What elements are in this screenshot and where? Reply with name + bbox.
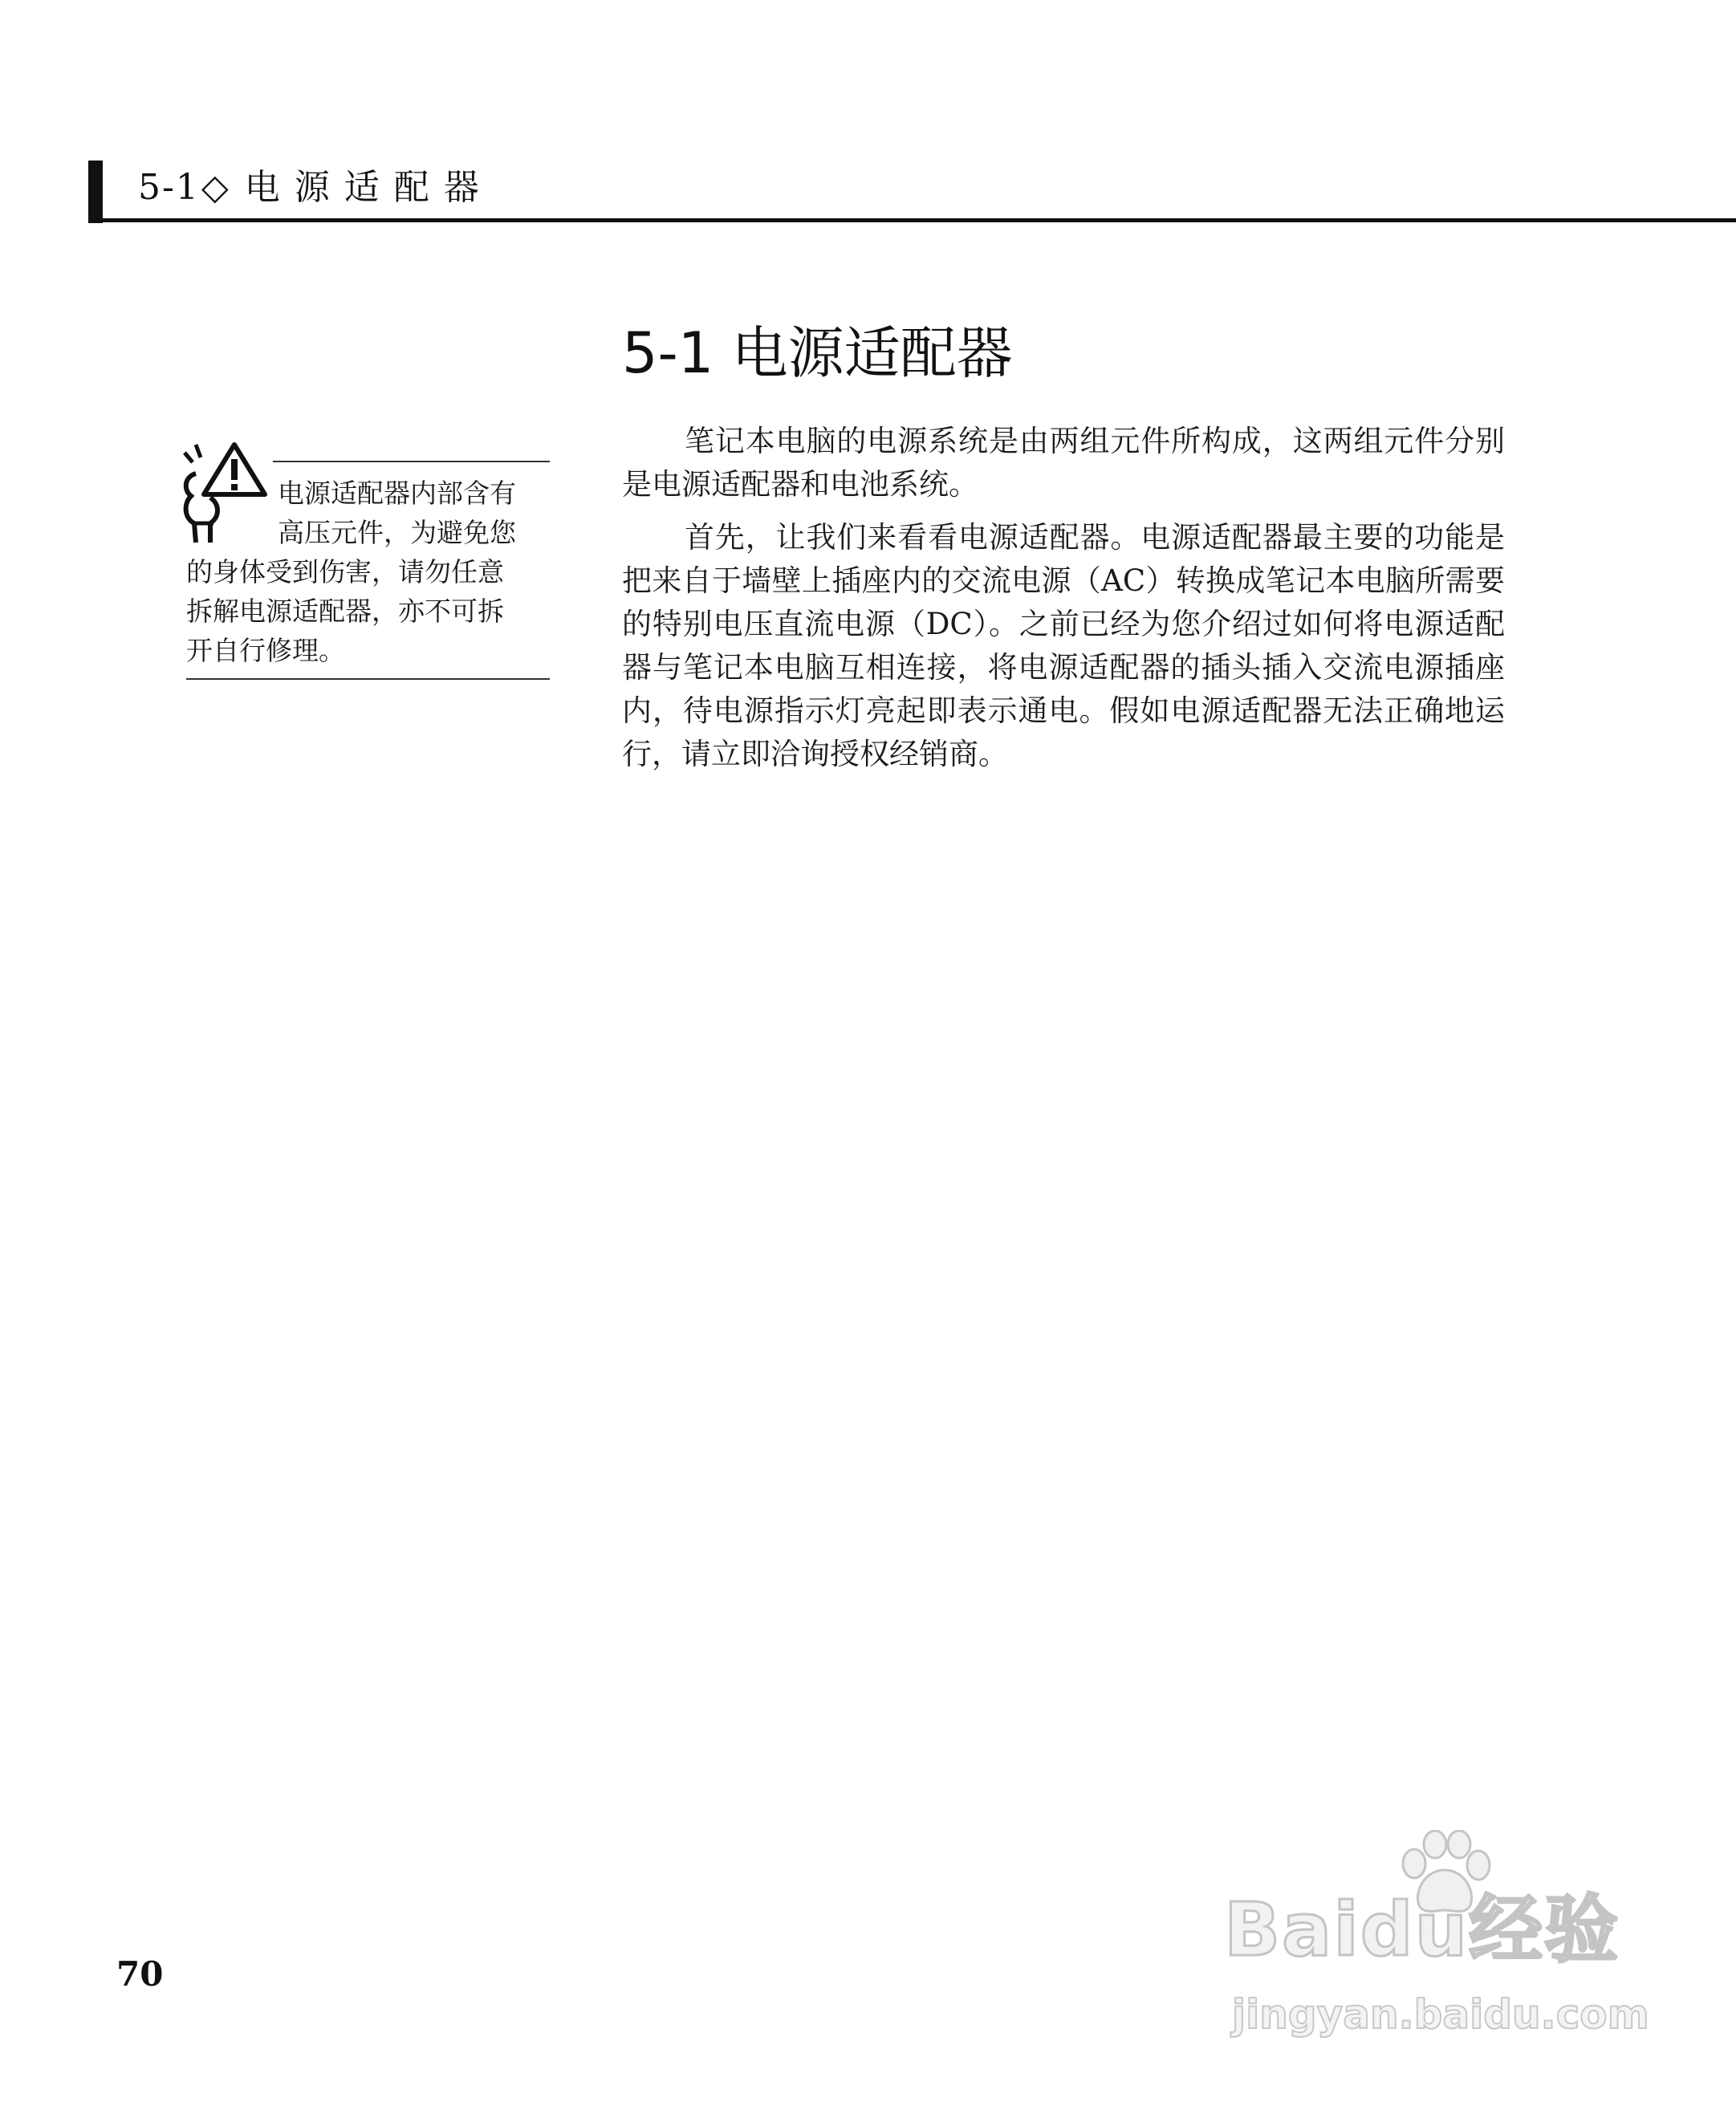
- header-rule: [88, 218, 1736, 222]
- note-line: 电源适配器内部含有: [278, 478, 516, 509]
- diamond-icon: ◇: [201, 167, 230, 208]
- warning-person-icon: [178, 440, 268, 544]
- note-line: 的身体受到伤害，请勿任意: [186, 556, 504, 588]
- note-line: 开自行修理。: [186, 635, 345, 666]
- running-header-number: 5-1: [138, 167, 200, 208]
- paragraph: 笔记本电脑的电源系统是由两组元件所构成，这两组元件分别是电源适配器和电池系统。: [622, 424, 1505, 502]
- paragraph: 首先，让我们来看看电源适配器。电源适配器最主要的功能是把来自于墙壁上插座内的交流电源（AC）转换成笔记本电脑所需要的特别电压直流电源（DC）。之前已经为您介绍过如何将电源适配器与笔记本电脑互相连接，将电源适配器的插头插入交流电源插座内，待电源指示灯亮起即表示通电。假如电源适配器无法正确地运行，请立即洽询授权经销商。: [622, 520, 1505, 771]
- running-header: [138, 164, 494, 212]
- watermark-url: jingyan.baidu.com: [1232, 1991, 1649, 2038]
- running-header-title: 电源适配器: [244, 167, 494, 208]
- note-top-rule: [273, 461, 550, 462]
- header-bar: [88, 161, 103, 223]
- body-text: [622, 420, 1505, 786]
- watermark-logo: Baidu经验: [1224, 1887, 1620, 1973]
- note-bottom-rule: [186, 678, 550, 680]
- section-title: 5-1 电源适配器: [622, 320, 1013, 386]
- page-number: 70: [116, 1954, 164, 1994]
- note-line: 高压元件，为避免您: [278, 517, 516, 548]
- note-line: 拆解电源适配器，亦不可拆: [186, 596, 504, 627]
- watermark: [1224, 1830, 1649, 2063]
